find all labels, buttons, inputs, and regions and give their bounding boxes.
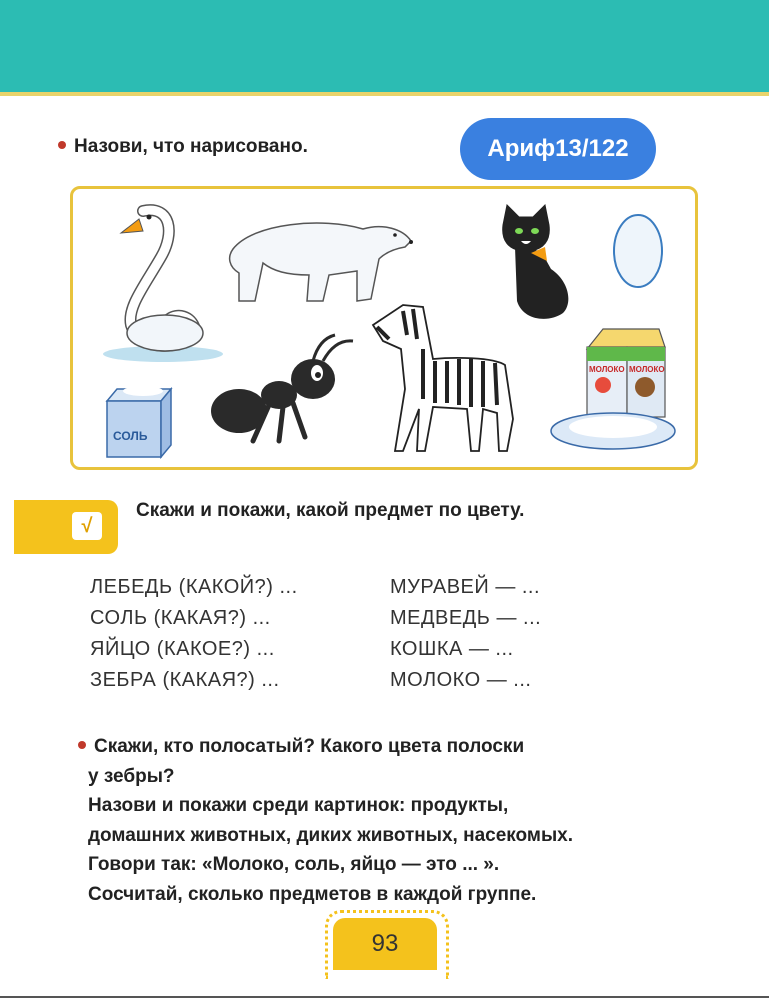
word-line: МУРАВЕЙ — ... xyxy=(390,576,541,598)
checkmark-icon: √ xyxy=(72,512,102,540)
task-line: Сосчитай, сколько предметов в каждой группе. xyxy=(88,883,537,905)
plate-icon xyxy=(551,413,675,449)
pictures-frame xyxy=(70,186,698,470)
bottom-divider xyxy=(0,996,769,998)
word-line: КОШКА — ... xyxy=(390,638,514,660)
page-number xyxy=(333,918,437,970)
bullet-icon xyxy=(58,141,66,149)
page-number-dots xyxy=(325,910,449,979)
word-line: ЗЕБРА (КАКАЯ?) ... xyxy=(90,669,280,691)
pictures-illustration xyxy=(73,189,695,467)
word-line: МОЛОКО — ... xyxy=(390,669,532,691)
task-line: Скажи, кто полосатый? Какого цвета полоски xyxy=(94,736,525,757)
salt-label: СОЛЬ xyxy=(113,429,148,443)
ant-icon xyxy=(211,335,353,441)
task-naming-text: Назови, что нарисовано. xyxy=(74,136,308,157)
word-line: ЯЙЦО (КАКОЕ?) ... xyxy=(90,638,275,660)
task-line: Говори так: «Молоко, соль, яйцо — это ... ». xyxy=(88,854,500,875)
polar-bear-icon xyxy=(230,223,413,301)
milk-label-left: МОЛОКО xyxy=(589,365,625,374)
task-naming xyxy=(58,136,308,158)
task-line: у зебры? xyxy=(88,765,175,787)
salt-box-icon xyxy=(107,386,171,457)
cat-icon xyxy=(503,205,569,323)
task-stripes xyxy=(78,732,678,909)
task-line: Назови и покажи среди картинок: продукты, xyxy=(88,795,509,816)
task-colors: Скажи и покажи, какой предмет по цвету. xyxy=(136,500,525,521)
milk-label-right: МОЛОКО xyxy=(629,365,665,374)
word-line: СОЛЬ (КАКАЯ?) ... xyxy=(90,607,271,629)
words-left-column xyxy=(90,572,298,696)
task-line: домашних животных, диких животных, насекомых. xyxy=(88,824,574,846)
swan-icon xyxy=(103,210,223,362)
header-band xyxy=(0,0,769,96)
word-line: ЛЕБЕДЬ (КАКОЙ?) ... xyxy=(90,576,298,598)
words-right-column xyxy=(390,572,541,696)
word-line: МЕДВЕДЬ — ... xyxy=(390,607,542,629)
zebra-icon xyxy=(373,305,513,451)
egg-icon xyxy=(614,215,662,287)
page-number-text: 93 xyxy=(371,930,399,957)
reference-badge: Ариф13/122 xyxy=(460,118,656,180)
bullet-icon xyxy=(78,741,86,749)
task-marker-tab xyxy=(14,500,118,554)
